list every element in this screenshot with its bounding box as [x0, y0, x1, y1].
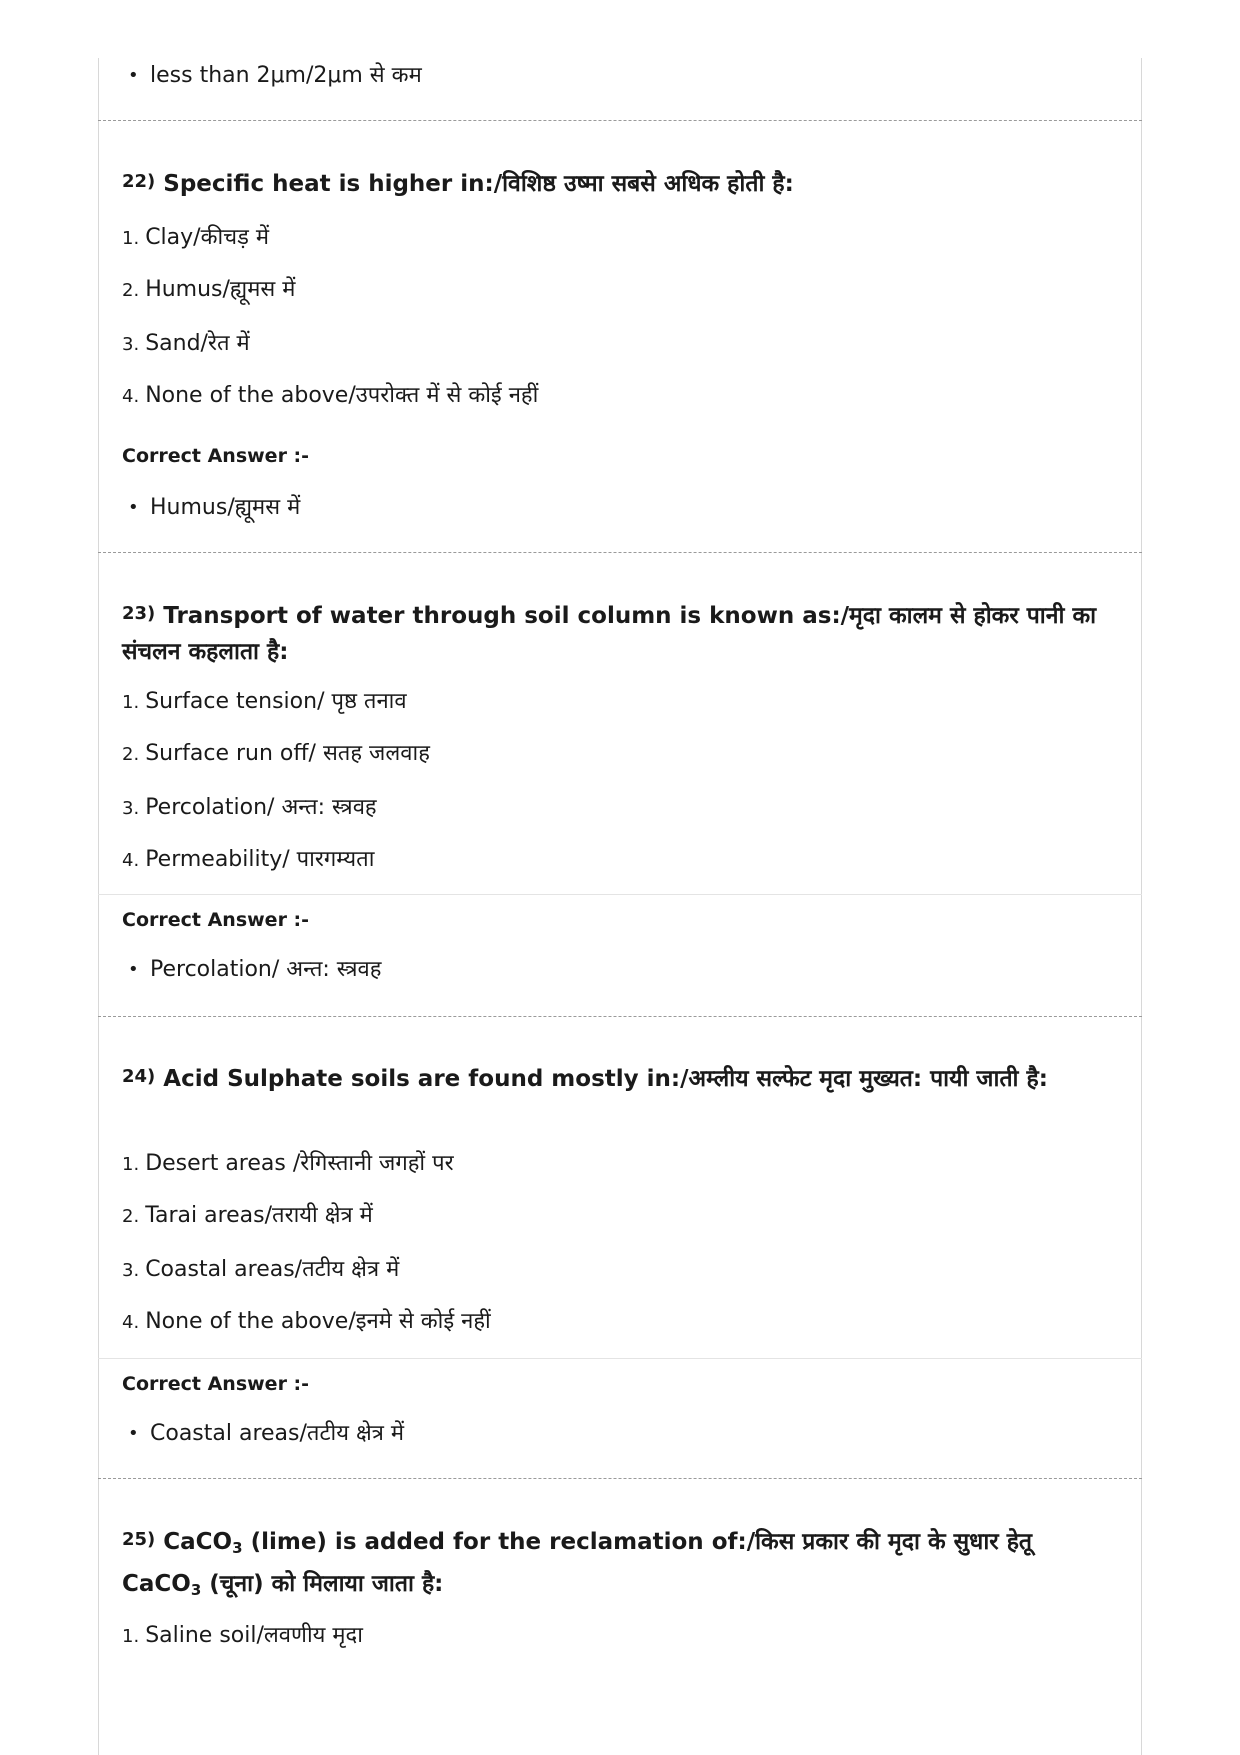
question-number: 23): [122, 603, 156, 624]
question-text-part: (चूना) को मिलाया जाता है:: [201, 1571, 444, 1597]
option-number: 3.: [122, 334, 140, 355]
option-number: 1.: [122, 1154, 140, 1175]
option-2: [122, 740, 430, 769]
option-1: [122, 1150, 454, 1179]
option-text: Surface run off/ सतह जलवाह: [145, 741, 430, 766]
previous-correct-answer: • less than 2μm/2μm से कम: [150, 62, 422, 90]
question-divider: [98, 552, 1142, 553]
question-divider: [98, 120, 1142, 121]
option-text: Sand/रेत में: [145, 331, 250, 356]
correct-answer: • Humus/ह्यूमस में: [150, 494, 300, 522]
option-3: [122, 1256, 399, 1285]
option-number: 1.: [122, 692, 140, 713]
option-4: [122, 846, 374, 875]
subscript: 3: [232, 1539, 243, 1557]
option-number: 3.: [122, 1260, 140, 1281]
correct-answer-label: Correct Answer :-: [122, 1373, 310, 1395]
question-number: 22): [122, 171, 156, 192]
option-number: 4.: [122, 1312, 140, 1333]
correct-answer: • Percolation/ अन्त: स्त्रवह: [150, 956, 381, 984]
question-23: [122, 596, 1122, 670]
option-3: [122, 794, 377, 823]
option-text: Tarai areas/तरायी क्षेत्र में: [145, 1203, 373, 1228]
subscript: 3: [190, 1581, 202, 1599]
option-text: Surface tension/ पृष्ठ तनाव: [145, 689, 407, 714]
option-4: [122, 382, 538, 411]
option-number: 4.: [122, 386, 140, 407]
question-24: [122, 1059, 1122, 1097]
option-4: [122, 1308, 491, 1337]
option-text: Clay/कीचड़ में: [145, 225, 270, 250]
option-3: [122, 330, 250, 359]
option-number: 2.: [122, 744, 140, 765]
question-22: [122, 164, 1122, 202]
option-text: Saline soil/लवणीय मृदा: [145, 1623, 363, 1648]
option-number: 1.: [122, 228, 140, 249]
question-text: Acid Sulphate soils are found mostly in:/अम्लीय सल्फेट मृदा मुख्यत: पायी जाती है:: [163, 1066, 1048, 1092]
option-2: [122, 276, 295, 305]
option-text: Desert areas /रेगिस्तानी जगहों पर: [145, 1151, 454, 1176]
question-number: 25): [122, 1529, 156, 1550]
option-text: None of the above/उपरोक्त में से कोई नहीं: [145, 383, 539, 408]
option-1: [122, 688, 407, 717]
option-number: 3.: [122, 798, 140, 819]
question-25: [122, 1522, 1122, 1608]
question-divider: [98, 1016, 1142, 1017]
question-text-part: (lime) is added for the reclamation of:/किस प्रकार की मृदा के सुधार हेतू: [242, 1529, 1033, 1555]
question-text-part: CaCO: [122, 1571, 191, 1597]
option-text: Percolation/ अन्त: स्त्रवह: [145, 795, 377, 820]
question-text-part: CaCO: [163, 1529, 233, 1555]
answer-divider: [98, 1358, 1142, 1359]
option-number: 1.: [122, 1626, 140, 1647]
correct-answer-label: Correct Answer :-: [122, 445, 310, 467]
question-number: 24): [122, 1066, 156, 1087]
option-text: Permeability/ पारगम्यता: [145, 847, 375, 872]
page-frame: [98, 58, 1142, 1755]
correct-answer-label: Correct Answer :-: [122, 909, 310, 931]
option-text: None of the above/इनमे से कोई नहीं: [145, 1309, 491, 1334]
option-number: 2.: [122, 1206, 140, 1227]
option-2: [122, 1202, 373, 1231]
question-divider: [98, 1478, 1142, 1479]
option-number: 4.: [122, 850, 140, 871]
option-1: [122, 224, 269, 253]
question-text: Specific heat is higher in:/विशिष्ठ उष्मा सबसे अधिक होती है:: [163, 171, 794, 197]
option-text: Humus/ह्यूमस में: [145, 277, 296, 302]
option-text: Coastal areas/तटीय क्षेत्र में: [145, 1257, 400, 1282]
correct-answer: • Coastal areas/तटीय क्षेत्र में: [150, 1420, 404, 1448]
option-number: 2.: [122, 280, 140, 301]
option-1: [122, 1622, 363, 1651]
question-text: Transport of water through soil column is known as:/मृदा कालम से होकर पानी का संचलन कहलाता है:: [122, 603, 1097, 665]
answer-divider: [98, 894, 1142, 895]
